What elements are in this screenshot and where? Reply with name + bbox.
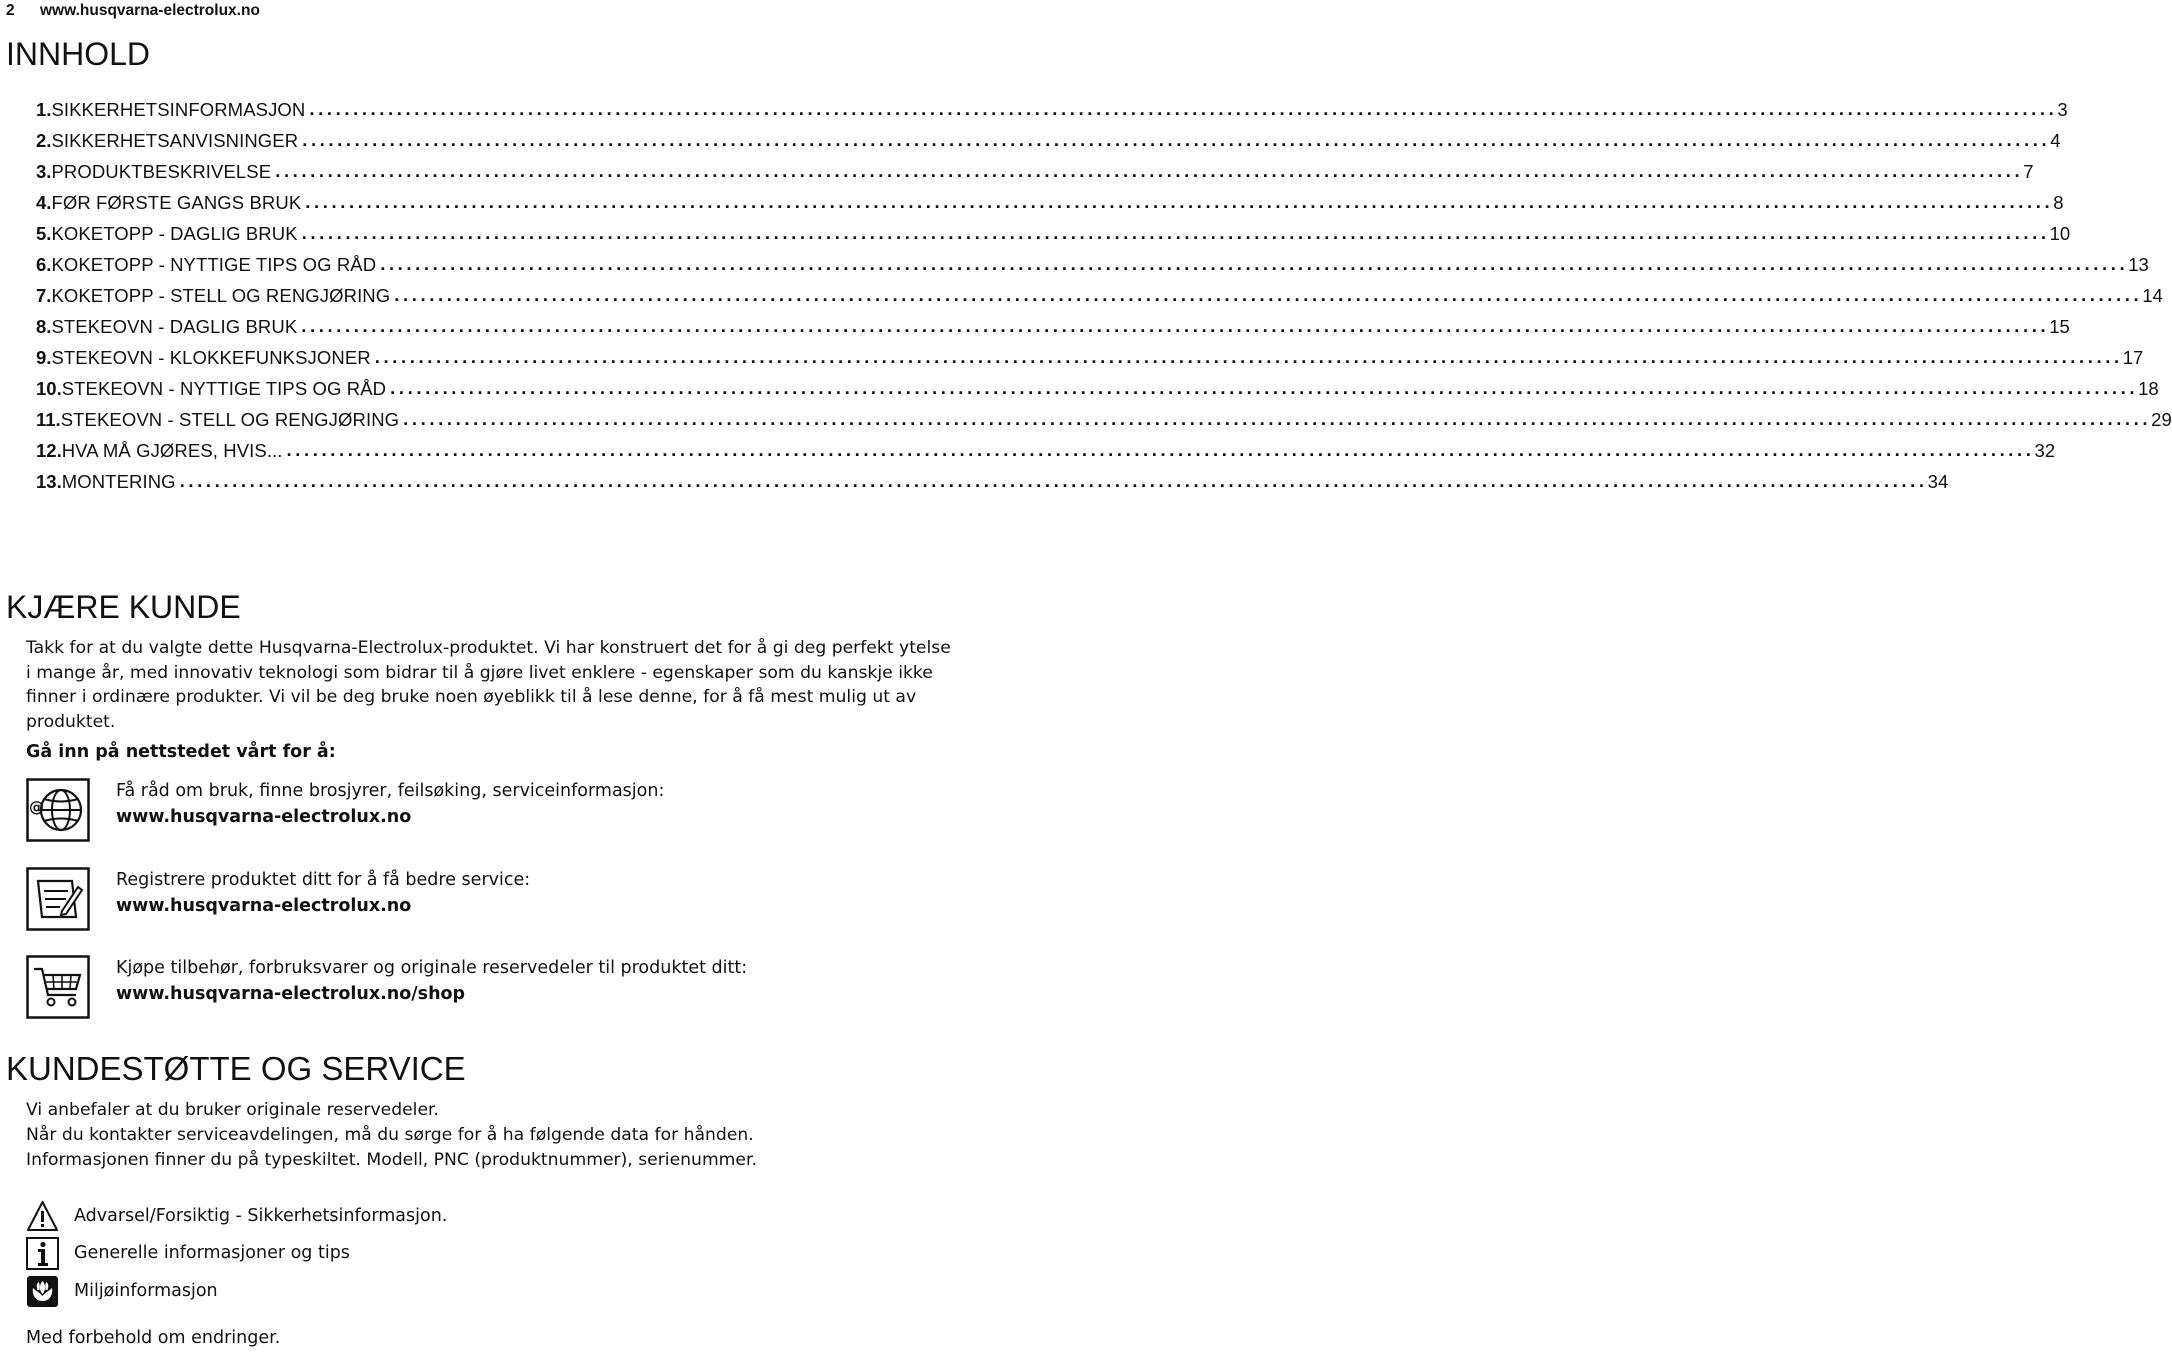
toc-item-number: 3. [36, 160, 52, 182]
svg-text:@: @ [29, 798, 44, 816]
toc-item-number: 13. [36, 470, 62, 492]
toc-item-number: 5. [36, 222, 52, 244]
toc-item-title: FØR FØRSTE GANGS BRUK [51, 191, 302, 213]
toc-item-page: 18 [2138, 377, 2159, 399]
toc-leader-dots: ........................................................................................................................................................................................................ [179, 470, 1928, 492]
support-line: Når du kontakter serviceavdelingen, må du sørge for å ha følgende data for hånden. [26, 1125, 754, 1145]
support-text [26, 1098, 757, 1173]
toc-item-page: 8 [2053, 191, 2064, 213]
register-notepad-icon [26, 867, 90, 931]
toc-item-number: 12. [36, 439, 62, 461]
toc-item-number: 2. [36, 129, 52, 151]
shopping-cart-icon [26, 955, 90, 1019]
customer-intro-text: Takk for at du valgte dette Husqvarna-Electrolux-produktet. Vi har konstruert det for å gi deg perfekt ytelse i mange år, med innovativ teknologi som bidrar til å gjøre livet enklere - egenskaper som du kanskje ikke finner i ordinære produkter. Vi vil be deg bruke noen øyeblikk til å lese denne, for å få mest mulig ut av produktet. [26, 638, 951, 732]
toc-item-title: STEKEOVN - STELL OG RENGJØRING [60, 408, 400, 430]
toc-leader-dots: ........................................................................................................................................................................................................ [302, 129, 2051, 151]
toc-item-page: 17 [2122, 346, 2144, 368]
toc-item-title: HVA MÅ GJØRES, HVIS... [61, 439, 283, 461]
page-header [6, 0, 260, 22]
toc-leader-dots: ........................................................................................................................................................................................................ [309, 98, 2058, 120]
toc-item[interactable] [36, 466, 1949, 497]
customer-section-title: KJÆRE KUNDE [6, 589, 241, 625]
table-of-contents [36, 94, 2172, 497]
toc-item-page: 3 [2057, 98, 2068, 120]
toc-item-title: KOKETOPP - STELL OG RENGJØRING [51, 284, 391, 306]
support-line: Vi anbefaler at du bruker originale reservedeler. [26, 1100, 439, 1120]
toc-leader-dots: ........................................................................................................................................................................................................ [390, 377, 2139, 399]
toc-item[interactable] [36, 249, 2149, 280]
toc-item-number: 7. [36, 284, 52, 306]
toc-item-title: STEKEOVN - NYTTIGE TIPS OG RÅD [61, 377, 387, 399]
toc-item[interactable] [36, 311, 2070, 342]
support-section-title: KUNDESTØTTE OG SERVICE [6, 1050, 466, 1087]
symbol-info-text: Generelle informasjoner og tips [74, 1243, 350, 1263]
toc-leader-dots: ........................................................................................................................................................................................................ [286, 439, 2035, 461]
toc-item-page: 29 [2151, 408, 2172, 430]
toc-item-number: 11. [36, 408, 61, 430]
toc-item-title: SIKKERHETSANVISNINGER [51, 129, 299, 151]
page-number: 2 [6, 2, 15, 19]
toc-title: INNHOLD [6, 36, 151, 72]
service-url-advice[interactable]: www.husqvarna-electrolux.no [116, 807, 412, 827]
toc-item-number: 4. [36, 191, 52, 213]
toc-item-page: 32 [2034, 439, 2056, 461]
visit-website-label: Gå inn på nettstedet vårt for å: [26, 742, 336, 762]
toc-leader-dots: ........................................................................................................................................................................................................ [403, 408, 2152, 430]
symbol-environment [26, 1275, 926, 1309]
environment-flower-icon [26, 1275, 59, 1308]
toc-item-number: 10. [36, 377, 62, 399]
toc-item-title: STEKEOVN - DAGLIG BRUK [51, 315, 298, 337]
service-text: Registrere produktet ditt for å få bedre service: www.husqvarna-electrolux.no [116, 867, 530, 919]
header-url[interactable]: www.husqvarna-electrolux.no [40, 2, 260, 19]
toc-item-number: 9. [36, 346, 52, 368]
symbol-info [26, 1237, 926, 1271]
toc-item-page: 13 [2128, 253, 2149, 275]
toc-item[interactable] [36, 404, 2172, 435]
toc-item-title: SIKKERHETSINFORMASJON [51, 98, 306, 120]
toc-leader-dots: ........................................................................................................................................................................................................ [380, 253, 2129, 275]
service-item-shop [26, 955, 946, 1019]
toc-item[interactable] [36, 373, 2159, 404]
toc-item[interactable] [36, 187, 2064, 218]
toc-item[interactable] [36, 125, 2061, 156]
warning-triangle-icon [26, 1200, 59, 1233]
toc-item-number: 8. [36, 315, 52, 337]
toc-leader-dots: ........................................................................................................................................................................................................ [305, 191, 2054, 213]
info-icon [26, 1237, 59, 1270]
toc-leader-dots: ........................................................................................................................................................................................................ [301, 222, 2050, 244]
symbol-environment-text: Miljøinformasjon [74, 1281, 218, 1301]
service-url-register[interactable]: www.husqvarna-electrolux.no [116, 896, 412, 916]
service-item-advice [26, 778, 946, 842]
toc-item[interactable] [36, 218, 2071, 249]
toc-item-number: 6. [36, 253, 52, 275]
toc-item-title: PRODUKTBESKRIVELSE [51, 160, 272, 182]
symbol-warning-text: Advarsel/Forsiktig - Sikkerhetsinformasjon. [74, 1206, 448, 1226]
service-url-shop[interactable]: www.husqvarna-electrolux.no/shop [116, 984, 466, 1004]
web-globe-icon [26, 778, 90, 842]
toc-leader-dots: ........................................................................................................................................................................................................ [394, 284, 2143, 306]
toc-item[interactable] [36, 156, 2034, 187]
symbol-warning [26, 1200, 926, 1234]
toc-leader-dots: ........................................................................................................................................................................................................ [301, 315, 2050, 337]
toc-item-number: 1. [36, 98, 52, 120]
toc-item-page: 4 [2050, 129, 2061, 151]
toc-leader-dots: ........................................................................................................................................................................................................ [374, 346, 2123, 368]
toc-item-title: KOKETOPP - DAGLIG BRUK [51, 222, 298, 244]
footer-note: Med forbehold om endringer. [26, 1328, 281, 1348]
toc-item[interactable] [36, 435, 2056, 466]
service-text: Få råd om bruk, finne brosjyrer, feilsøking, serviceinformasjon: www.husqvarna-electrolux.no [116, 778, 664, 830]
toc-item-page: 10 [2049, 222, 2071, 244]
toc-item[interactable] [36, 342, 2144, 373]
toc-item-title: MONTERING [61, 470, 176, 492]
toc-item[interactable] [36, 94, 2068, 125]
toc-item-page: 15 [2049, 315, 2070, 337]
toc-leader-dots: ........................................................................................................................................................................................................ [275, 160, 2024, 182]
toc-item-title: KOKETOPP - NYTTIGE TIPS OG RÅD [51, 253, 377, 275]
toc-item-title: STEKEOVN - KLOKKEFUNKSJONER [51, 346, 371, 368]
toc-item-page: 7 [2023, 160, 2034, 182]
service-text: Kjøpe tilbehør, forbruksvarer og originale reservedeler til produktet ditt: www.husqvarna-electrolux.no/shop [116, 955, 747, 1007]
toc-item[interactable] [36, 280, 2163, 311]
support-line: Informasjonen finner du på typeskiltet. Modell, PNC (produktnummer), serienummer. [26, 1150, 757, 1170]
toc-item-page: 14 [2142, 284, 2163, 306]
service-item-register [26, 867, 946, 931]
toc-item-page: 34 [1927, 470, 1949, 492]
